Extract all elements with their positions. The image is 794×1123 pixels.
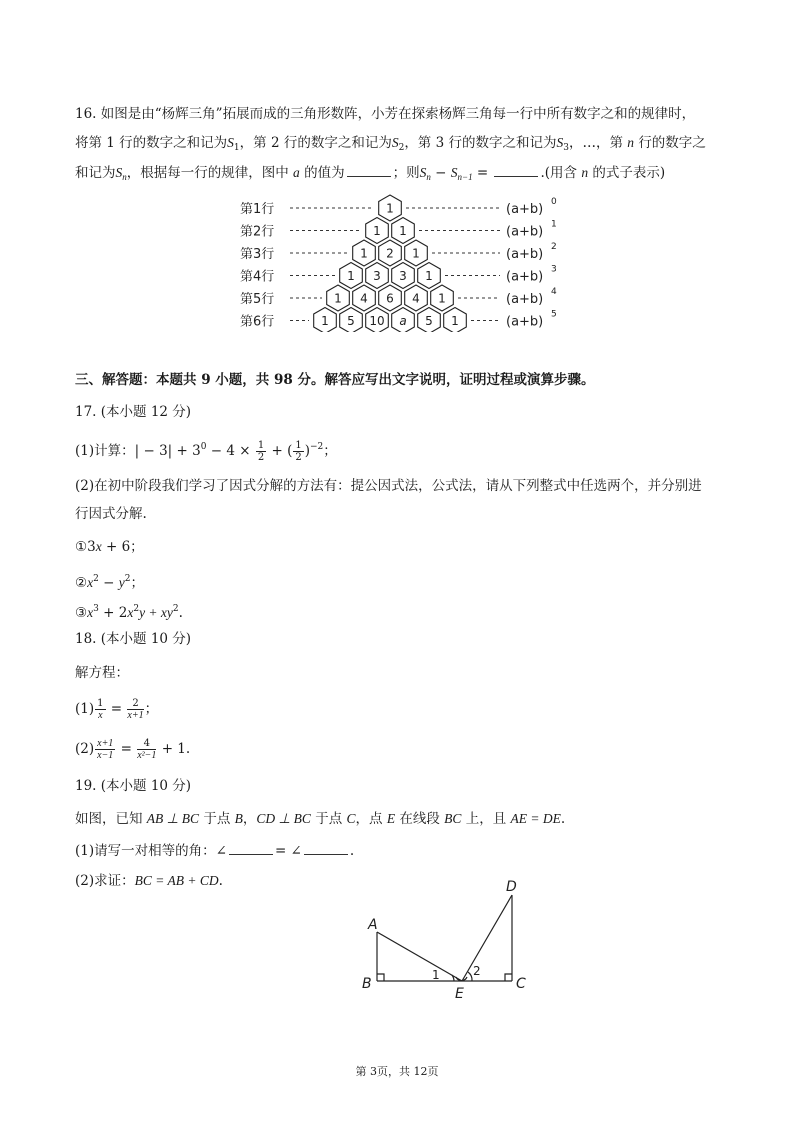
hex-value: 6: [386, 291, 394, 306]
row-expression: (a+b): [506, 247, 544, 262]
right-angle-e: [456, 977, 467, 981]
row-exponent: 5: [551, 309, 557, 320]
label-angle-2: 2: [473, 964, 481, 978]
segment-de: [462, 895, 512, 981]
hex-value: 1: [399, 224, 407, 238]
hex-value: 1: [451, 314, 459, 328]
section3-title: 三、解答题：本题共 9 小题，共 98 分。解答应写出文字说明，证明过程或演算步骤。: [75, 372, 595, 388]
segment-ae: [377, 932, 462, 981]
answer-blank-diff: [494, 164, 538, 177]
q17-part1: (1)计算：| − $3| + 3^0 - 4$ × $\frac{1}{2}$ + ( $\frac{1}{2}$ )$^{-2}$；: [75, 440, 337, 463]
hex-value: 1: [425, 269, 433, 283]
hex-value: 1: [334, 291, 342, 306]
label-a: A: [368, 917, 378, 933]
geometry-figure: [0, 875, 794, 1005]
hex-value: 2: [386, 246, 394, 261]
label-angle-1: 1: [432, 968, 440, 982]
q17-part2-line2: 行因式分解.: [75, 506, 147, 522]
row-label: 第6行: [240, 314, 275, 330]
hex-value: 5: [425, 314, 433, 328]
angle-arc-2: [468, 972, 472, 981]
hex-value: 4: [360, 291, 368, 306]
label-b: B: [362, 976, 372, 992]
row-label: 第1行: [240, 202, 275, 217]
row-exponent: 2: [551, 242, 557, 252]
hex-value: 1: [321, 314, 329, 328]
label-d: D: [506, 879, 517, 895]
q18-eq2: (2) $\frac{x+1}{x-1}$ = $\frac{4}{\text{x²−1}}$ + 1.: [75, 738, 191, 761]
hex-value: 1: [373, 224, 381, 238]
row-expression: (a+b): [506, 292, 544, 307]
row-exponent: 0: [551, 197, 557, 207]
q18-eq1: (1) $\frac{1}{x}$ = $\frac{2}{x+1}$ ；: [75, 698, 159, 721]
row-exponent: 1: [551, 219, 557, 230]
row-expression: (a+b): [506, 314, 544, 330]
row-label: 第4行: [240, 269, 275, 285]
q16-line1: 16. 如图是由“杨辉三角”拓展而成的三角形数阵，小芳在探索杨辉三角每一行中所有数字之和的规律时，: [75, 106, 696, 122]
row-label: 第3行: [240, 247, 275, 262]
angle-blank-1: [229, 842, 273, 855]
hex-value: 4: [412, 291, 420, 306]
q19-part1: (1)请写一对相等的角：∠ = ∠ .: [75, 843, 355, 859]
hex-value: 5: [347, 314, 355, 328]
q17-item2: $②x^2 - y^2$；: [75, 574, 144, 591]
yanghui-triangle-figure: [0, 192, 794, 332]
row-exponent: 3: [551, 264, 557, 275]
q19-heading: 19. (本小题 10 分): [75, 778, 192, 794]
label-e: E: [455, 986, 464, 1002]
q16-line2: 将第 1 行的数字之和记为$S_1$，第 2 行的数字之和记为$S_2$，第 3 行的数字之和记为$S_3$，…，第 n 行的数字之: [75, 135, 706, 153]
q18-intro: 解方程：: [75, 665, 129, 681]
q17-item3: $③x^3 + 2x^2y + xy^2$.: [75, 604, 183, 621]
hex-value: 1: [412, 246, 420, 261]
q16-line3: 和记为$S_n$，根据每一行的规律，图中 a 的值为 ；则$S_n - S_{n-1}$ = .(用含 n 的式子表示): [75, 165, 666, 182]
q19-part2: (2)求证：BC = AB + CD.: [75, 873, 223, 889]
row-label: 第5行: [240, 292, 275, 307]
hex-value: 1: [360, 246, 368, 261]
row-expression: (a+b): [506, 224, 544, 240]
hex-value: 3: [373, 269, 381, 283]
row-expression: (a+b): [506, 269, 544, 285]
hex-value: 1: [386, 201, 394, 216]
q17-heading: 17. (本小题 12 分): [75, 404, 192, 420]
row-expression: (a+b): [506, 202, 544, 217]
row-label: 第2行: [240, 224, 275, 240]
label-c: C: [516, 976, 526, 992]
hex-value: 1: [438, 291, 446, 306]
q17-item1: ①3x + 6；: [75, 539, 144, 555]
hex-value: a: [399, 314, 407, 328]
hex-value: 10: [369, 314, 385, 328]
q19-stem: 如图，已知 AB ⊥ BC 于点 B，CD ⊥ BC 于点 C，点 E 在线段 BC 上，且 AE = DE.: [75, 811, 566, 827]
page-footer: 第 3页，共 12页: [355, 1065, 439, 1078]
q17-part2-line1: (2)在初中阶段我们学习了因式分解的方法有：提公因式法，公式法，请从下列整式中任选两个，并分别进: [75, 478, 702, 494]
angle-blank-2: [304, 842, 348, 855]
right-angle-c: [505, 974, 512, 981]
hex-value: 3: [399, 269, 407, 283]
hex-value: 1: [347, 269, 355, 283]
answer-blank-a: [347, 164, 391, 177]
q18-heading: 18. (本小题 10 分): [75, 631, 192, 647]
row-exponent: 4: [551, 287, 557, 297]
right-angle-b: [377, 974, 384, 981]
